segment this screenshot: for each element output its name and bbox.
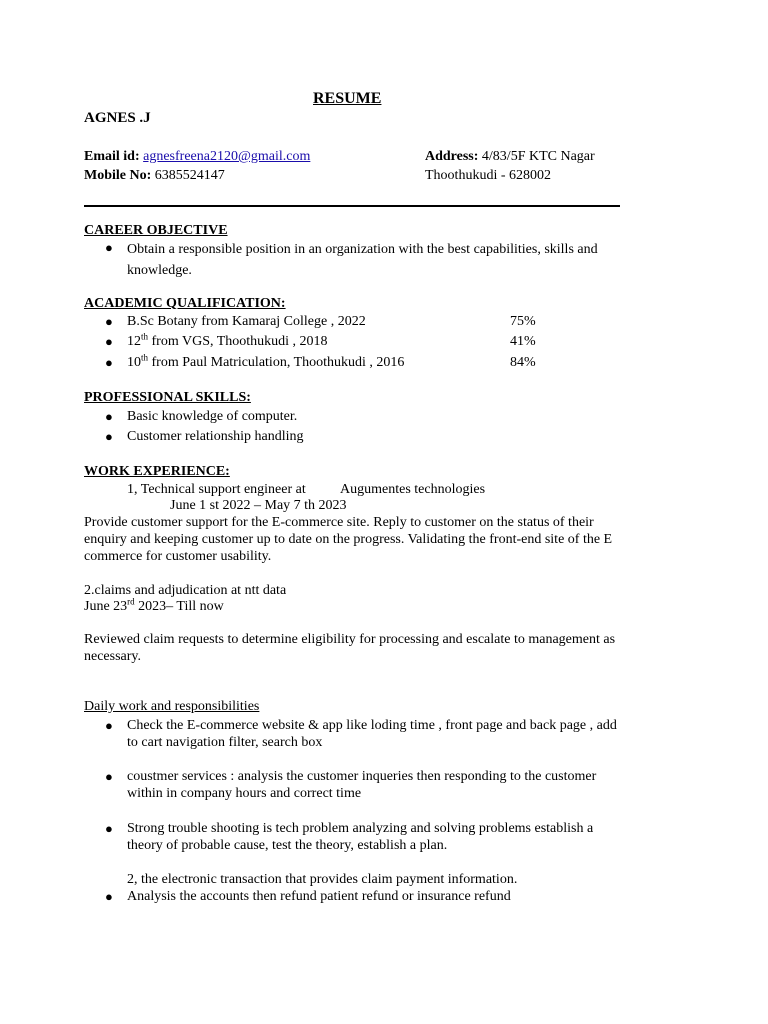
skill-item: Basic knowledge of computer. — [127, 409, 298, 424]
career-objective-text: Obtain a responsible position in an organization with the best capabilities, skills and knowledge. — [127, 242, 598, 278]
ordinal-suffix: th — [141, 352, 149, 363]
page-title: RESUME — [313, 90, 382, 107]
address-line1: 4/83/5F KTC Nagar — [481, 149, 595, 164]
academic-item — [127, 313, 366, 330]
academic-degree: B.Sc Botany from Kamaraj College , 2022 — [127, 314, 366, 329]
bullet-icon: ● — [105, 334, 113, 349]
job2-description: Reviewed claim requests to determine eligibility for processing and escalate to management as necessary. — [84, 632, 616, 664]
ordinal-suffix: rd — [127, 596, 135, 607]
academic-school: from VGS, Thoothukudi , 2018 — [148, 334, 328, 349]
mobile-label: Mobile No: — [84, 168, 152, 183]
email-label: Email id: — [84, 149, 140, 164]
job2-date-start: June 23 — [84, 599, 128, 614]
bullet-icon: ● — [105, 718, 113, 733]
bullet-icon: ● — [105, 240, 113, 255]
bullet-icon: ● — [105, 821, 113, 836]
academic-score: 84% — [510, 355, 536, 370]
daily-item: Analysis the accounts then refund patient refund or insurance refund — [127, 889, 511, 904]
skills-heading: PROFESSIONAL SKILLS: — [84, 390, 251, 405]
bullet-icon: ● — [105, 314, 113, 329]
bullet-icon: ● — [105, 409, 113, 424]
job2-dates — [84, 598, 224, 615]
address-label: Address: — [425, 149, 479, 164]
academic-school: from Paul Matriculation, Thoothukudi , 2016 — [148, 355, 405, 370]
daily-item: Check the E-commerce website & app like loding time , front page and back page , add to cart navigation filter, search box — [127, 718, 617, 750]
daily-heading: Daily work and responsibilities — [84, 699, 260, 714]
address-row — [425, 148, 595, 165]
skill-item: Customer relationship handling — [127, 429, 304, 444]
job1-description: Provide customer support for the E-commerce site. Reply to customer on the status of their enquiry and keeping customer up to date on the progress. Validating the front-end site of the E commerce for customer usability. — [84, 515, 613, 564]
academic-score: 75% — [510, 314, 536, 329]
email-row — [84, 148, 310, 165]
mobile-row — [84, 167, 225, 184]
daily-item: Strong trouble shooting is tech problem analyzing and solving problems establish a theory of probable cause, test the theory, establish a plan. — [127, 821, 594, 853]
academic-item — [127, 333, 328, 350]
job1-company: Augumentes technologies — [340, 482, 486, 497]
daily-note: 2, the electronic transaction that provides claim payment information. — [127, 872, 518, 887]
mobile-value: 6385524147 — [154, 168, 225, 183]
job2-date-end: 2023– Till now — [134, 599, 224, 614]
job2-role: 2.claims and adjudication at ntt data — [84, 583, 287, 598]
career-objective-heading: CAREER OBJECTIVE — [84, 223, 228, 238]
header-divider — [84, 205, 620, 207]
work-heading: WORK EXPERIENCE: — [84, 464, 230, 479]
academic-score: 41% — [510, 334, 536, 349]
ordinal-suffix: th — [141, 331, 149, 342]
bullet-icon: ● — [105, 355, 113, 370]
job1-role: 1, Technical support engineer at — [127, 482, 306, 497]
academic-grade: 10 — [127, 355, 141, 370]
address-line2: Thoothukudi - 628002 — [425, 168, 551, 183]
email-link[interactable]: agnesfreena2120@gmail.com — [143, 149, 311, 164]
academic-heading: ACADEMIC QUALIFICATION: — [84, 296, 286, 311]
daily-item: coustmer services : analysis the customer inqueries then responding to the customer within in company hours and correct time — [127, 769, 597, 801]
bullet-icon: ● — [105, 769, 113, 784]
bullet-icon: ● — [105, 429, 113, 444]
candidate-name: AGNES .J — [84, 110, 151, 126]
bullet-icon: ● — [105, 889, 113, 904]
academic-grade: 12 — [127, 334, 141, 349]
job1-dates: June 1 st 2022 – May 7 th 2023 — [170, 498, 347, 513]
academic-item — [127, 354, 404, 371]
